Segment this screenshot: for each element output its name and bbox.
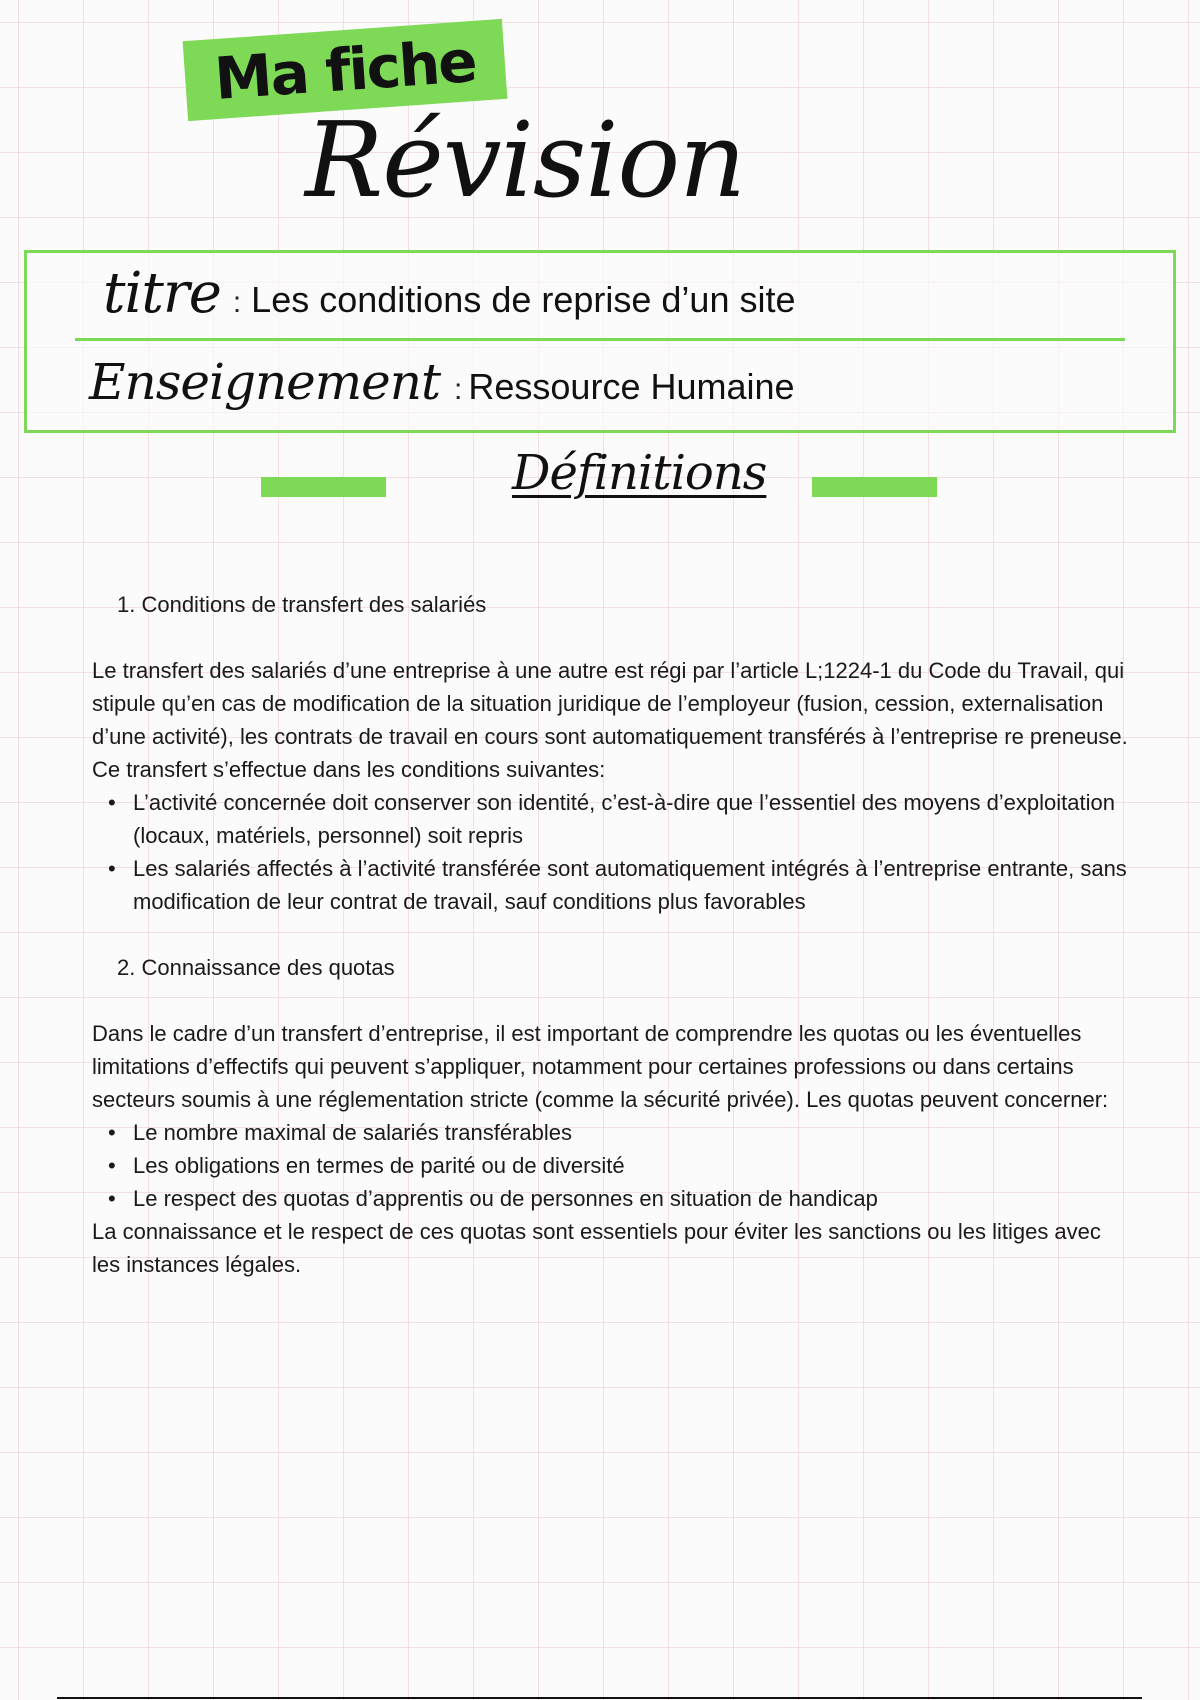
bottom-rule [57,1697,1142,1699]
info-divider [75,338,1125,341]
titre-row [103,261,1173,326]
list-item: • Le nombre maximal de salariés transférables [92,1116,1132,1149]
bullet-list-1 [92,786,1132,918]
enseignement-separator: : [454,373,463,406]
titre-label: titre [103,261,221,326]
list-item: • Les obligations en termes de parité ou de diversité [92,1149,1132,1182]
section-paragraph-1: Le transfert des salariés d’une entreprise à une autre est régi par l’article L;1224-1 du Code du Travail, qui stipule qu’en cas de modification de la situation juridique de l’employeur (fusion, cession, externalisation d’une activité), les contrats de travail en cours sont automatiquement transférés à l’entreprise re preneuse. Ce transfert s’effectue dans les conditions suivantes: [92,658,1128,782]
section-paragraph-2: Dans le cadre d’un transfert d’entreprise, il est important de comprendre les quotas ou les éventuelles limitations d’effectifs qui peuvent s’appliquer, notamment pour certaines professions ou dans certains secteurs soumis à une réglementation stricte (comme la sécurité privée). Les quotas peuvent concerner: [92,1021,1109,1112]
info-box [24,250,1176,433]
list-item: • Les salariés affectés à l’activité transférée sont automatiquement intégrés à l’entreprise entrante, sans modification de leur contrat de travail, sauf conditions plus favorables [92,852,1132,918]
definitions-content [92,588,1132,1281]
enseignement-value: Ressource Humaine [468,366,795,407]
titre-value: Les conditions de reprise d’un site [251,279,796,320]
enseignement-label: Enseignement [89,353,441,411]
section-heading-1: 1. Conditions de transfert des salariés [117,592,487,617]
bullet-list-2 [92,1116,1132,1215]
page-title: Révision [305,99,746,221]
spacer [92,918,1132,951]
enseignement-row [89,353,1173,411]
list-item: • L’activité concernée doit conserver son identité, c’est-à-dire que l’essentiel des moyens d’exploitation (locaux, matériels, personnel) soit repris [92,786,1132,852]
right-decorative-bar [812,477,937,497]
titre-separator: : [232,286,242,319]
section-heading-2: 2. Connaissance des quotas [117,955,395,980]
left-decorative-bar [261,477,386,497]
ma-fiche-tag: Ma fiche [183,19,508,121]
section-conclusion-2: La connaissance et le respect de ces quotas sont essentiels pour éviter les sanctions ou les litiges avec les instances légales. [92,1219,1101,1277]
list-item: • Le respect des quotas d’apprentis ou de personnes en situation de handicap [92,1182,1132,1215]
section-title: Définitions [512,445,767,501]
